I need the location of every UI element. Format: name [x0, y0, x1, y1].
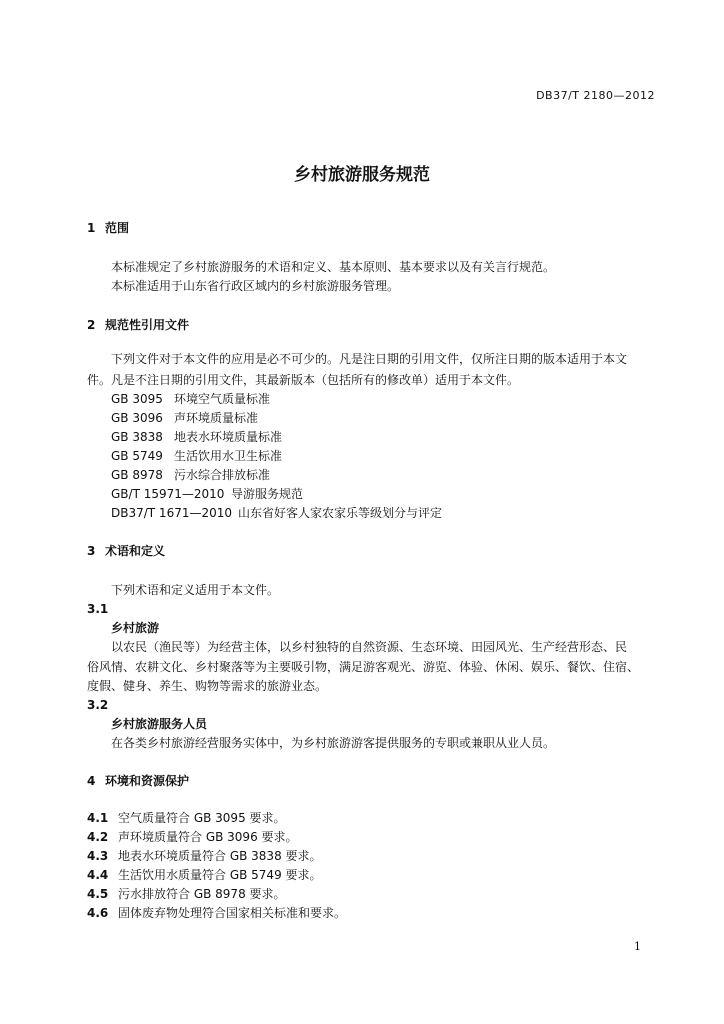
reference-code: GB 5749	[111, 449, 163, 463]
clause-item	[87, 809, 286, 827]
term-name: 乡村旅游	[111, 621, 160, 635]
term-name: 乡村旅游服务人员	[111, 717, 208, 731]
reference-item	[111, 447, 282, 465]
section-number: 1	[87, 221, 96, 235]
clause-text: 生活饮用水质量符合 GB 5749 要求。	[118, 868, 322, 882]
clause-number: 4.2	[87, 830, 109, 844]
reference-item	[111, 428, 282, 446]
section-title: 术语和定义	[105, 544, 166, 558]
clause-item	[87, 904, 346, 922]
reference-name: 地表水环境质量标准	[174, 430, 283, 444]
reference-name: 山东省好客人家农家乐等级划分与评定	[238, 506, 443, 520]
section-heading-scope	[87, 219, 129, 237]
clause-item	[87, 847, 322, 865]
paragraph: 下列术语和定义适用于本文件。	[111, 583, 280, 597]
reference-name: 生活饮用水卫生标准	[174, 449, 283, 463]
clause-text: 固体废弃物处理符合国家相关标准和要求。	[118, 906, 347, 920]
reference-name: 污水综合排放标准	[174, 468, 271, 482]
reference-code: DB37/T 1671—2010	[111, 506, 233, 520]
section-heading-environment	[87, 772, 189, 790]
clause-number: 4.6	[87, 906, 109, 920]
section-title: 规范性引用文件	[105, 318, 190, 332]
reference-name: 声环境质量标准	[174, 411, 259, 425]
term-definition: 在各类乡村旅游经营服务实体中，为乡村旅游游客提供服务的专职或兼职从业人员。	[111, 736, 556, 750]
reference-item	[111, 485, 303, 503]
section-title: 范围	[105, 221, 130, 235]
term-definition: 以农民（渔民等）为经营主体，以乡村独特的自然资源、生态环境、田园风光、生产经营形态、民	[111, 640, 628, 654]
section-number: 2	[87, 318, 96, 332]
document-title: 乡村旅游服务规范	[294, 165, 430, 185]
standard-code: DB37/T 2180—2012	[536, 89, 655, 102]
section-number: 3	[87, 544, 96, 558]
paragraph-continuation: 件。凡是不注日期的引用文件，其最新版本（包括所有的修改单）适用于本文件。	[87, 373, 520, 387]
clause-text: 地表水环境质量符合 GB 3838 要求。	[118, 849, 322, 863]
clause-number: 4.1	[87, 811, 109, 825]
clause-number: 4.3	[87, 849, 109, 863]
reference-name: 导游服务规范	[231, 487, 304, 501]
paragraph: 本标准规定了乡村旅游服务的术语和定义、基本原则、基本要求以及有关言行规范。	[111, 260, 556, 274]
clause-text: 声环境质量符合 GB 3096 要求。	[118, 830, 298, 844]
reference-code: GB 3096	[111, 411, 163, 425]
reference-item	[111, 466, 270, 484]
reference-item	[111, 409, 258, 427]
section-heading-terms	[87, 542, 165, 560]
reference-code: GB/T 15971—2010	[111, 487, 225, 501]
clause-item	[87, 828, 298, 846]
section-number: 4	[87, 774, 96, 788]
reference-code: GB 3838	[111, 430, 163, 444]
paragraph: 本标准适用于山东省行政区域内的乡村旅游服务管理。	[111, 279, 400, 293]
section-title: 环境和资源保护	[105, 774, 190, 788]
clause-item	[87, 885, 286, 903]
section-heading-normative-references	[87, 316, 189, 334]
page-number: 1	[634, 940, 641, 953]
clause-text: 污水排放符合 GB 8978 要求。	[118, 887, 286, 901]
reference-name: 环境空气质量标准	[174, 392, 271, 406]
reference-code: GB 8978	[111, 468, 163, 482]
term-number: 3.2	[87, 698, 109, 712]
term-definition-continuation: 度假、健身、养生、购物等需求的旅游业态。	[87, 679, 328, 693]
clause-number: 4.5	[87, 887, 109, 901]
paragraph: 下列文件对于本文件的应用是必不可少的。凡是注日期的引用文件，仅所注日期的版本适用于本文	[111, 352, 628, 366]
clause-number: 4.4	[87, 868, 109, 882]
term-definition-continuation: 俗风情、农耕文化、乡村聚落等为主要吸引物，满足游客观光、游览、体验、休闲、娱乐、餐饮、住宿、	[87, 660, 640, 674]
reference-item	[111, 390, 270, 408]
reference-item	[111, 504, 442, 522]
reference-code: GB 3095	[111, 392, 163, 406]
clause-item	[87, 866, 322, 884]
clause-text: 空气质量符合 GB 3095 要求。	[118, 811, 286, 825]
term-number: 3.1	[87, 602, 109, 616]
